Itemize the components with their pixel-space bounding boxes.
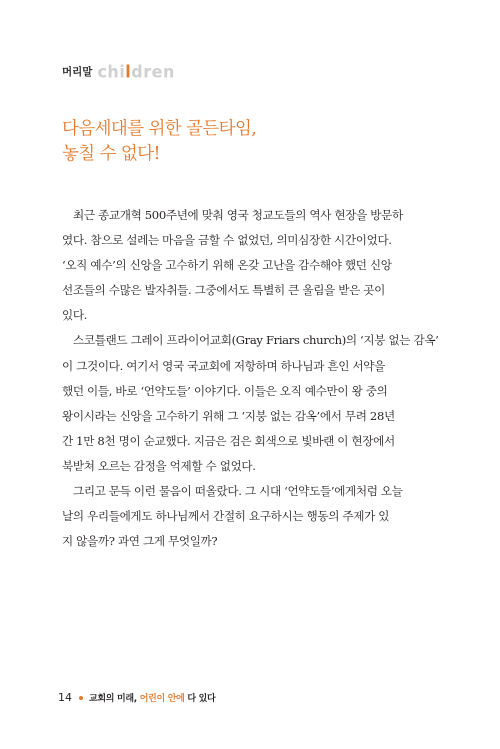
title-line-1: 다음세대를 위한 골든타임, xyxy=(62,119,257,139)
text-line: 스코틀랜드 그레이 프라이어교회(Gray Friars church)의 ‘지붕 없는 감옥’ xyxy=(73,333,439,348)
text-line: 그리고 문득 이런 물음이 떠올랐다. 그 시대 ‘언약도들’에게처럼 오늘 xyxy=(73,484,403,499)
text-line: 날의 우리들에게도 하나님께서 간절히 요구하시는 행동의 주제가 있 xyxy=(62,509,390,524)
children-logotype: children xyxy=(97,61,175,82)
text-line: 왕이시라는 신앙을 고수하기 위해 그 ‘지붕 없는 감옥’에서 무려 28년 xyxy=(62,408,395,423)
page-number: 14 xyxy=(58,691,72,704)
chapter-header xyxy=(62,61,175,82)
text-line: 지 않을까? 과연 그게 무엇일까? xyxy=(62,534,218,549)
text-line: 간 1만 8천 명이 순교했다. 지금은 검은 회색으로 빛바랜 이 현장에서 xyxy=(62,433,395,448)
section-label: 머리말 xyxy=(62,66,93,78)
text-line: 선조들의 수많은 발자취들. 그중에서도 특별히 큰 울림을 받은 곳이 xyxy=(62,283,385,298)
text-line: 북받쳐 오르는 감정을 억제할 수 없었다. xyxy=(62,458,256,473)
text-line: 였다. 참으로 설레는 마음을 금할 수 없었던, 의미심장한 시간이었다. xyxy=(62,233,392,248)
text-line: 있다. xyxy=(62,308,88,323)
body-text xyxy=(62,203,447,554)
text-line: 최근 종교개혁 500주년에 맞춰 영국 청교도들의 역사 현장을 방문하 xyxy=(73,208,403,222)
running-title: 교회의 미래, 어린이 안에 다 있다 xyxy=(89,694,216,704)
logotype-accent: l xyxy=(125,61,132,82)
title-line-2: 놓칠 수 없다! xyxy=(62,144,160,164)
page-title xyxy=(62,117,442,167)
bullet-dot-icon xyxy=(79,696,83,700)
running-title-accent: 어린이 안에 xyxy=(139,694,185,704)
text-line: 했던 이들, 바로 ‘언약도들’ 이야기다. 이들은 오직 예수만이 왕 중의 xyxy=(62,383,388,398)
page-footer xyxy=(58,691,215,704)
text-line: ‘오직 예수’의 신앙을 고수하기 위해 온갖 고난을 감수해야 했던 신앙 xyxy=(62,258,392,273)
text-line: 이 그것이다. 여기서 영국 국교회에 저항하며 하나님과 흔인 서약을 xyxy=(62,358,385,373)
